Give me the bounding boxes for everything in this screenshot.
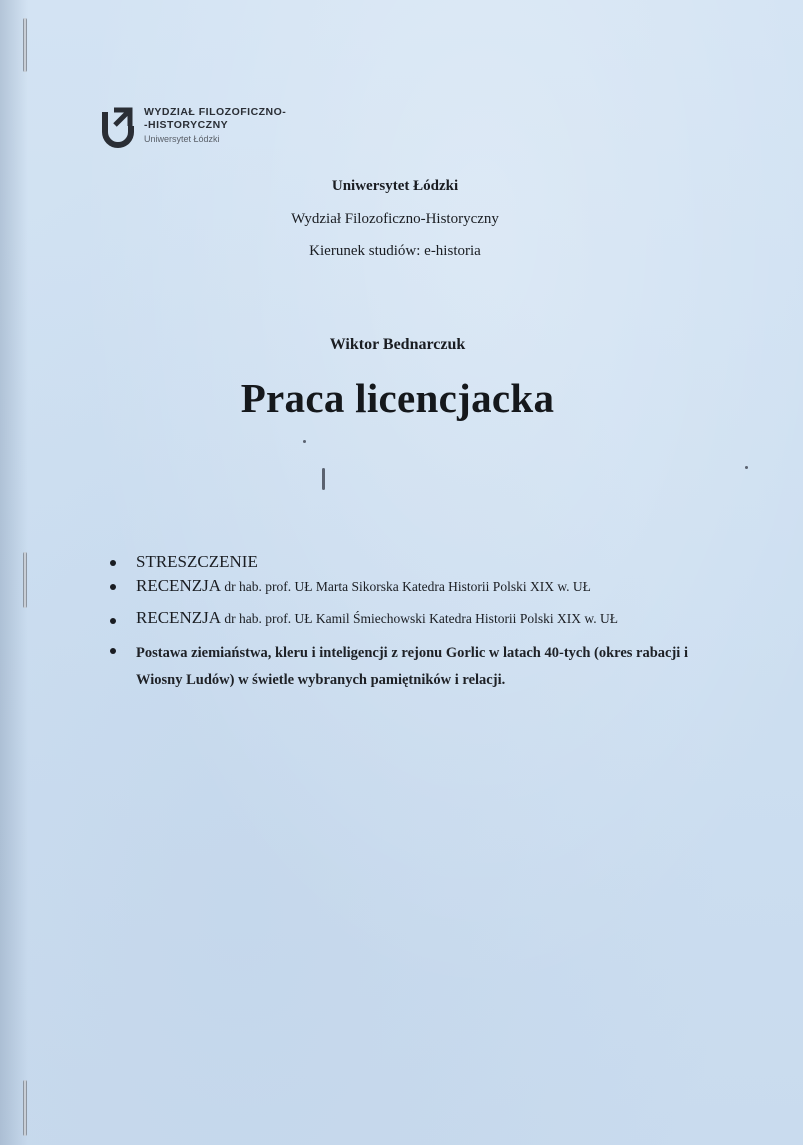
bullet-icon [110, 618, 116, 624]
item-lead: RECENZJA [136, 576, 221, 595]
author-name: Wiktor Bednarczuk [329, 336, 466, 353]
document-title: Praca licencjacka [240, 375, 555, 421]
logo-university: Uniwersytet Łódzki [144, 134, 220, 144]
bullet-icon [110, 648, 116, 654]
bullet-icon [110, 584, 116, 590]
item-lead: STRESZCZENIE [136, 552, 258, 571]
faculty-name: Wydział Filozoficzno-Historyczny [291, 211, 499, 227]
logo-line-2: -HISTORYCZNY [144, 119, 229, 131]
logo-line-1: WYDZIAŁ FILOZOFICZNO- [144, 106, 287, 118]
thesis-topic: Postawa ziemiaństwa, kleru i inteligencji z rejonu Gorlic w latach 40-tych (okres rabacji i Wiosny Ludów) w świetle wybranych pamiętników i relacji. [136, 645, 688, 688]
item-detail: dr hab. prof. UŁ Marta Sikorska Katedra Historii Polski XIX w. UŁ [221, 579, 591, 594]
item-detail: dr hab. prof. UŁ Kamil Śmiechowski Katedra Historii Polski XIX w. UŁ [221, 611, 618, 626]
bullet-icon [110, 560, 116, 566]
course-name: Kierunek studiów: e-historia [309, 243, 481, 259]
item-lead: RECENZJA [136, 608, 221, 627]
university-name: Uniwersytet Łódzki [331, 178, 459, 194]
